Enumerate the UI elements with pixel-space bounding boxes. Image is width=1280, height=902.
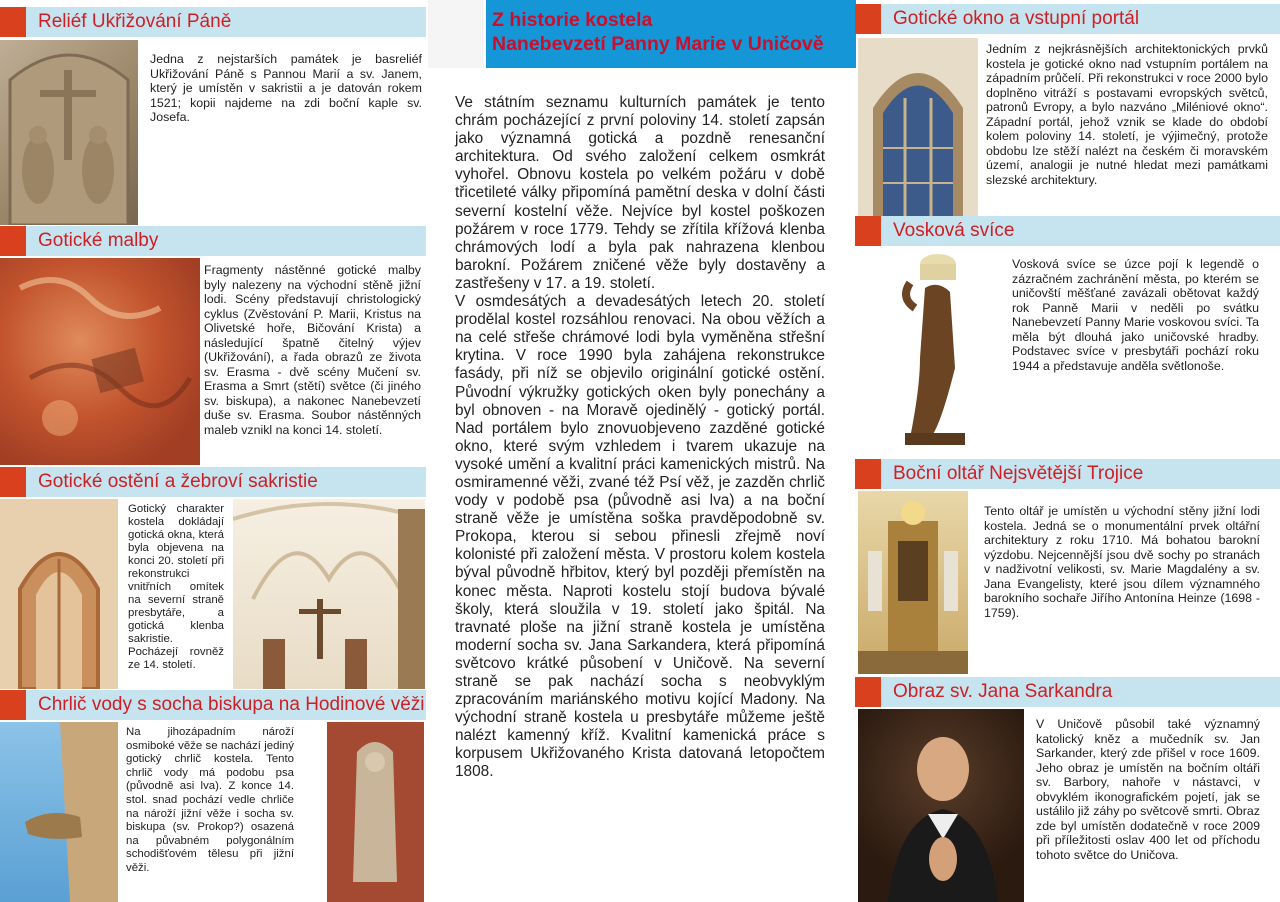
section-marker bbox=[855, 4, 881, 34]
bishop-statue-photo bbox=[327, 722, 424, 902]
page-title bbox=[486, 0, 856, 68]
relief-photo bbox=[0, 40, 138, 225]
relief-text: Jedna z nejstarších památek je basreliéf Ukřižování Páně s Pannou Marií a sv. Janem, který je umístěn v sakristii a je datován rokem 1521; kopii najdeme na zdi boční kaple sv. Josefa. bbox=[150, 52, 422, 124]
section-title-side-altar: Boční oltář Nejsvětější Trojice bbox=[881, 459, 1280, 489]
section-title-relief: Reliéf Ukřižování Páně bbox=[26, 7, 426, 37]
side-altar-photo bbox=[858, 491, 968, 674]
gargoyle-photo bbox=[0, 722, 118, 902]
main-paragraph-1: Ve státním seznamu kulturních památek je tento chrám pocházející z první poloviny 14. století zapsán jako významná gotická a pozdně renesanční architektura. Od svého založení celkem osmkrát vyhořel. Obnovu kostela po velkém požáru v době třicetileté války připomíná pamětní deska v dolní části severní kostelní věže. Nejvíce byl kostel poškozen požárem v roce 1779. Tehdy se zřítila křížová klenba chrámových lodí a byla pak nahrazena klenbou barokní. Požárem zničené věže byly dostavěny a zastřešeny v 17. a 19. století. bbox=[455, 94, 825, 292]
section-title-sarkander-painting: Obraz sv. Jana Sarkandra bbox=[881, 677, 1280, 707]
wax-candle-photo bbox=[880, 248, 990, 448]
section-marker bbox=[855, 216, 881, 246]
wax-candle-text: Vosková svíce se úzce pojí k legendě o zázračném zachránění města, po kterém se uničovští měšťané zavázali obětovat každý rok Panně Marii v neděli po svátku Nanebevzetí Panny Marie voskovou svíci. Ta měla být dlouhá jako uničovské hradby. Podstavec svíce v presbytáři pochází roku 1944 a představuje anděla světlonoše. bbox=[1012, 257, 1259, 373]
section-marker bbox=[0, 690, 26, 720]
main-paragraph-2: V osmdesátých a devadesátých letech 20. století prodělal kostel rozsáhlou renovaci. Na obou věžích a na celé střeše chrámové lodi byla vyměněna střešní krytina. V roce 1990 byla zahájena rekonstrukce fasády, při níž se objevilo originální gotické ostění. Původní výkružky gotických oken byly ponechány a byl obnoven - na Moravě ojedinělý - gotický portál. Nad portálem bylo znovuobjeveno zazděné gotické okno, které svým vzhledem i tvarem ukazuje na vysoké umění a kvalitní práci kamenických mistrů. Na osmiramenné věži, zvané též Psí věž, je zazděn chrlič vody v podobě psa (původně asi lva) a na boční straně věže je umístěna soška pravděpodobně sv. Prokopa, kterou si sebou přinesli zřejmě noví kolonisté při založení města. V prostoru kolem kostela býval původně hřbitov, který byl později přemístěn na konec města. Naproti kostelu stojí budova bývalé školy, která sloužila v 19. století jako špitál. Na travnaté ploše na jižní straně kostela je umístěna moderní socha sv. Jana Sarkandera, která připomíná světcovo krátké působení v Uničově. Na severní straně se pak nachází socha s neobvyklým zpracováním mariánského motivu kojící Madony. Na východní straně kostela u presbytáře můžeme ještě nalézt kamenný kříž. Kvalitní kamenická práce s korpusem Ukřižovaného Krista datovaná letopočtem 1808. bbox=[455, 293, 825, 781]
title-spacer bbox=[428, 0, 484, 68]
section-marker bbox=[855, 677, 881, 707]
gargoyle-text: Na jihozápadním nároží osmiboké věže se nachází jediný gotický chrlič kostela. Tento chrlič vody má podobu psa (původně asi lva). Z konce 14. stol. snad pochází vedle chrliče na nároží jižní věže i socha sv. biskupa (sv. Prokop?) osazená na půvabném polygonálním schodišťovém tělesu při jižní věži. bbox=[126, 726, 294, 874]
gothic-paintings-photo bbox=[0, 258, 200, 465]
section-marker bbox=[0, 226, 26, 256]
section-marker bbox=[0, 467, 26, 497]
section-title-gargoyle: Chrlič vody s socha biskupa na Hodinové věži bbox=[26, 690, 426, 720]
gothic-paintings-text: Fragmenty nástěnné gotické malby byly nalezeny na východní stěně jižní lodi. Scény představují christologický cyklus (Zvěstování P. Marii, Kristus na Olivetské hoře, Bičování Krista) a následující špatně čitelný výjev (Ukřižování), a řada obrazů ze života sv. Erasma - dvě scény Mučení sv. Erasma a Smrt (stětí) světce (či jiného sv. biskupa), a nakonec Nanebevzetí duše sv. Erasma. Soubor nástěnných maleb vznikl na konci 14. století. bbox=[204, 263, 421, 437]
sacristy-vault-photo bbox=[233, 499, 425, 689]
side-altar-text: Tento oltář je umístěn u východní stěny jižní lodi kostela. Jedná se o monumentální prvek oltářní architektury z roku 1710. Má bohatou barokní výzdobu. Nejcennější jsou dvě sochy po stranách v nadživotní velikosti, sv. Marie Magdalény a sv. Jana Evangelisty, které jsou dílem významného barokního sochaře Jiřího Antonína Heinze (1698 - 1759). bbox=[984, 504, 1260, 620]
title-line-2: Nanebevzetí Panny Marie v Uničově bbox=[492, 33, 824, 55]
gothic-window-photo bbox=[0, 499, 118, 689]
sarkander-painting-text: V Uničově působil také významný katolický kněz a mučedník sv. Jan Sarkander, který zde přišel v roce 1609. Jeho obraz je umístěn na bočním oltáři sv. Barbory, nahoře v nástavci, v obvyklém ikonografickém pojetí, jak se ustálilo již záhy po světcově smrti. Obraz zde byl umístěn dodatečně v roce 2009 při příležitosti oslav 400 let od příchodu tohoto světce do Uničova. bbox=[1036, 717, 1260, 862]
section-title-gothic-paintings: Gotické malby bbox=[26, 226, 426, 256]
section-title-gothic-window: Gotické okno a vstupní portál bbox=[881, 4, 1280, 34]
gothic-window-text: Jedním z nejkrásnějších architektonických prvků kostela je gotické okno nad vstupním portálem na západním průčelí. Při rekonstrukci v roce 2000 bylo doplněno vitráží s postavami evropských světců, patronů Evropy, a bylo nazváno „Miléniové okno“. Západní portál, jehož vznik se klade do období kolem poloviny 14. století, je výjimečný, protože obdobu lze stěží nalézt na českém či moravském území, analogii je nutné hledat mezi památkami slezské architektury. bbox=[986, 42, 1268, 187]
sarkander-painting-photo bbox=[858, 709, 1024, 902]
section-title-wax-candle: Vosková svíce bbox=[881, 216, 1280, 246]
section-title-gothic-lining: Gotické ostění a žebroví sakristie bbox=[26, 467, 426, 497]
gothic-lining-text: Gotický charakter kostela dokládají gotická okna, která byla objevena na konci 20. století při rekonstrukci vnitřních omítek na severní straně presbytáře, a gotická klenba sakristie. Pocházejí rovněž ze 14. století. bbox=[128, 503, 224, 671]
title-line-1: Z historie kostela bbox=[492, 9, 653, 31]
main-article bbox=[455, 94, 825, 782]
section-marker bbox=[855, 459, 881, 489]
section-marker bbox=[0, 7, 26, 37]
gothic-window-stained-photo bbox=[858, 38, 978, 216]
